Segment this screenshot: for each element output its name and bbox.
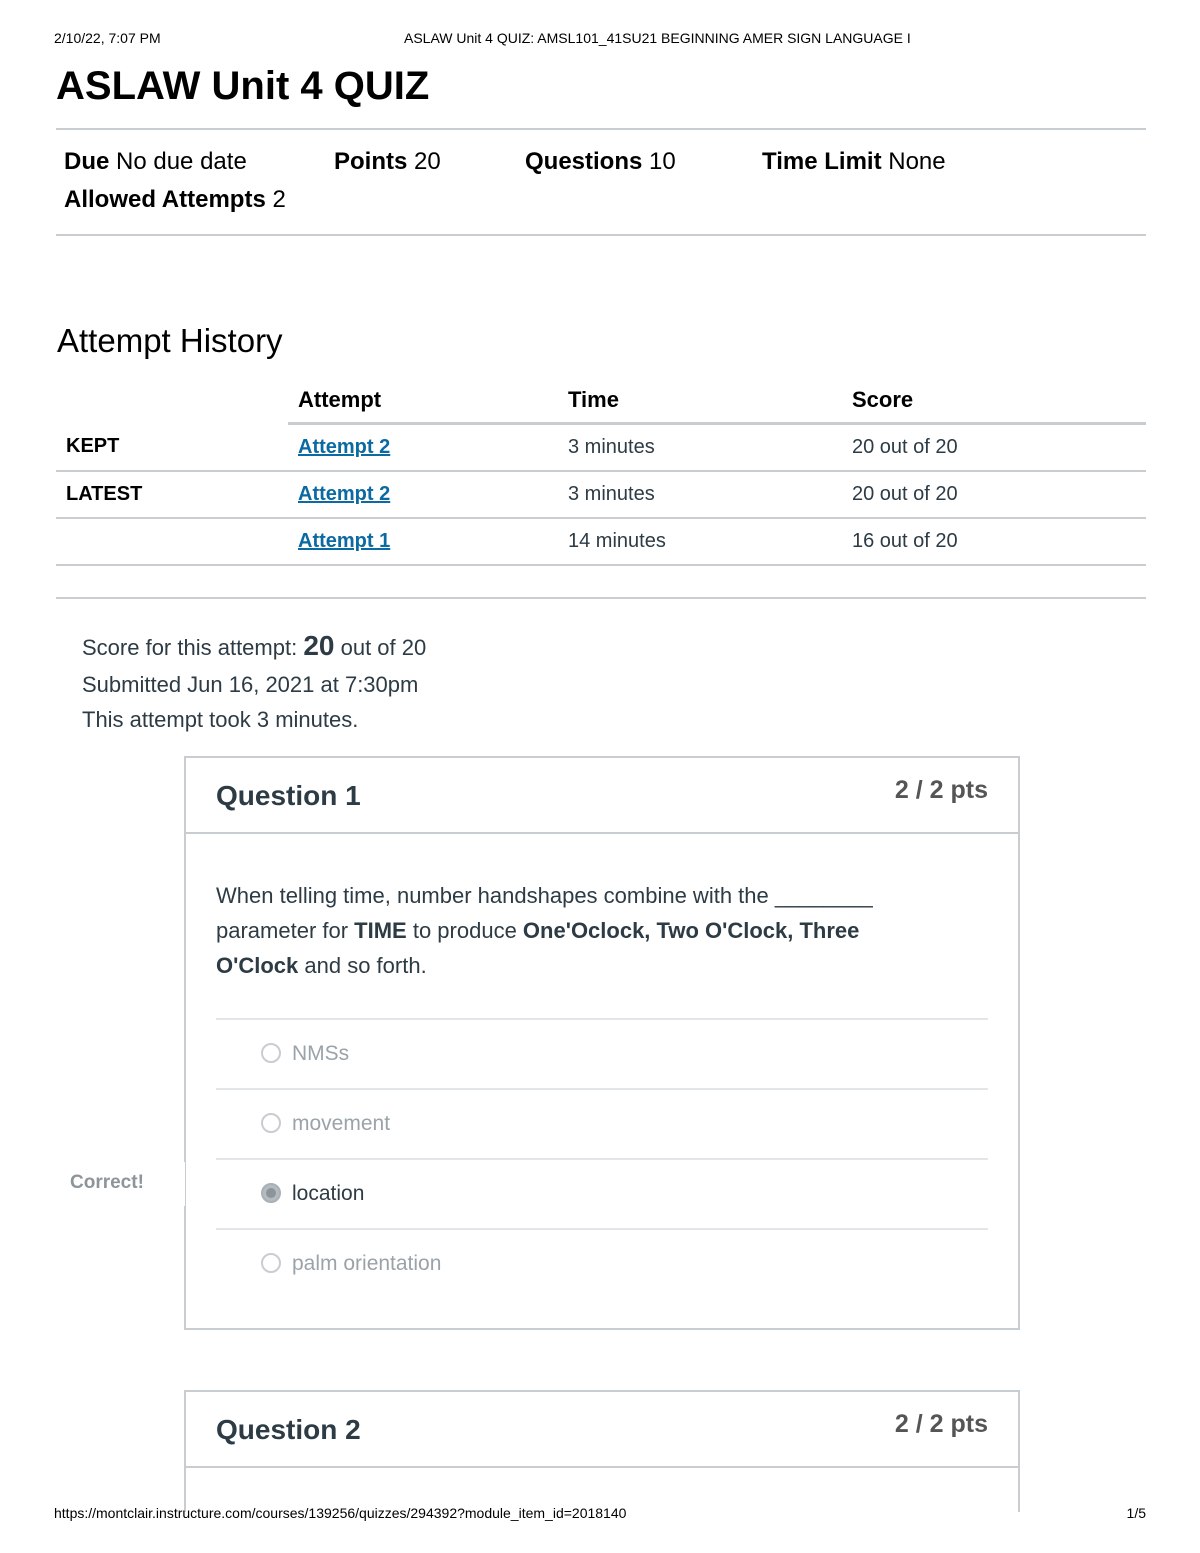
attempt-link[interactable]: Attempt 1 (298, 530, 391, 552)
answer-option-selected[interactable] (216, 1158, 988, 1228)
answer-option[interactable] (216, 1228, 988, 1298)
due-label: Due (64, 148, 110, 175)
row-label: KEPT (56, 424, 288, 472)
question-header (186, 758, 1018, 834)
answer-option[interactable] (216, 1018, 988, 1088)
attempt-link[interactable]: Attempt 2 (298, 483, 391, 505)
radio-icon[interactable] (261, 1043, 281, 1063)
question-text (216, 878, 936, 983)
answer-option[interactable] (216, 1088, 988, 1158)
time-cell: 3 minutes (558, 424, 842, 472)
time-cell: 14 minutes (558, 518, 842, 565)
submitted-time: Submitted Jun 16, 2021 at 7:30pm (82, 672, 419, 697)
row-label (56, 518, 288, 565)
column-header-blank (56, 378, 288, 424)
question-title: Question 1 (216, 780, 361, 811)
divider (56, 128, 1146, 130)
attempts-value: 2 (272, 186, 286, 213)
points-value: 20 (414, 148, 441, 175)
questions-detail (525, 148, 676, 176)
divider (56, 234, 1146, 236)
page-number: 1/5 (1126, 1505, 1146, 1521)
score-value: 20 (303, 630, 335, 661)
answer-text: NMSs (292, 1042, 350, 1065)
attempt-link[interactable]: Attempt 2 (298, 436, 391, 458)
print-header (54, 30, 1146, 50)
attempt-cell (288, 518, 558, 565)
radio-icon[interactable] (261, 1113, 281, 1133)
attempt-cell (288, 424, 558, 472)
radio-selected-icon[interactable] (261, 1183, 281, 1203)
question-points: 2 / 2 pts (894, 776, 988, 804)
attempt-score (82, 630, 426, 662)
answer-text: palm orientation (292, 1252, 442, 1275)
time-limit-detail (762, 148, 946, 176)
question-text-bold: TIME (354, 918, 407, 943)
attempts-label: Allowed Attempts (64, 186, 266, 213)
score-suffix: out of 20 (340, 635, 427, 660)
question-text-bold: One'Oclock, Two O'Clock, Three O'Clock (216, 918, 860, 978)
table-header-row (56, 378, 1146, 424)
page-title: ASLAW Unit 4 QUIZ (56, 64, 430, 108)
column-header-score: Score (842, 378, 1146, 424)
time-cell: 3 minutes (558, 471, 842, 518)
column-header-time: Time (558, 378, 842, 424)
attempt-history-table (56, 378, 1146, 566)
table-row (56, 518, 1146, 565)
print-datetime: 2/10/22, 7:07 PM (54, 30, 161, 46)
score-cell: 20 out of 20 (842, 424, 1146, 472)
divider (56, 597, 1146, 599)
question-card (184, 1390, 1020, 1512)
correct-label: Correct! (70, 1172, 144, 1193)
score-prefix: Score for this attempt: (82, 635, 298, 660)
due-value: No due date (116, 148, 247, 175)
row-label: LATEST (56, 471, 288, 518)
answer-text: movement (292, 1112, 391, 1135)
question-card (184, 756, 1020, 1330)
question-text-part: When telling time, number handshapes combine with the ________ parameter for (216, 883, 873, 943)
question-title: Question 2 (216, 1414, 361, 1445)
attempt-history-title: Attempt History (57, 322, 283, 359)
questions-label: Questions (525, 148, 643, 175)
time-limit-label: Time Limit (762, 148, 882, 175)
correct-answer-flag (54, 1162, 185, 1206)
attempts-detail (64, 186, 286, 214)
points-label: Points (334, 148, 408, 175)
questions-value: 10 (649, 148, 676, 175)
question-points: 2 / 2 pts (894, 1410, 988, 1438)
time-limit-value: None (888, 148, 946, 175)
question-header (186, 1392, 1018, 1468)
attempt-duration: This attempt took 3 minutes. (82, 707, 359, 732)
attempt-cell (288, 471, 558, 518)
answer-text: location (292, 1182, 365, 1205)
page-url: https://montclair.instructure.com/courses/139256/quizzes/294392?module_item_id=2018140 (54, 1505, 627, 1521)
print-footer (54, 1505, 1146, 1525)
radio-icon[interactable] (261, 1253, 281, 1273)
table-row (56, 471, 1146, 518)
print-doc-title: ASLAW Unit 4 QUIZ: AMSL101_41SU21 BEGINNING AMER SIGN LANGUAGE I (404, 30, 911, 46)
table-row (56, 424, 1146, 472)
score-cell: 16 out of 20 (842, 518, 1146, 565)
question-text-part: to produce (406, 918, 523, 943)
points-detail (334, 148, 441, 176)
column-header-attempt: Attempt (288, 378, 558, 424)
score-cell: 20 out of 20 (842, 471, 1146, 518)
question-text-part: and so forth. (298, 953, 427, 978)
due-detail (64, 148, 247, 176)
